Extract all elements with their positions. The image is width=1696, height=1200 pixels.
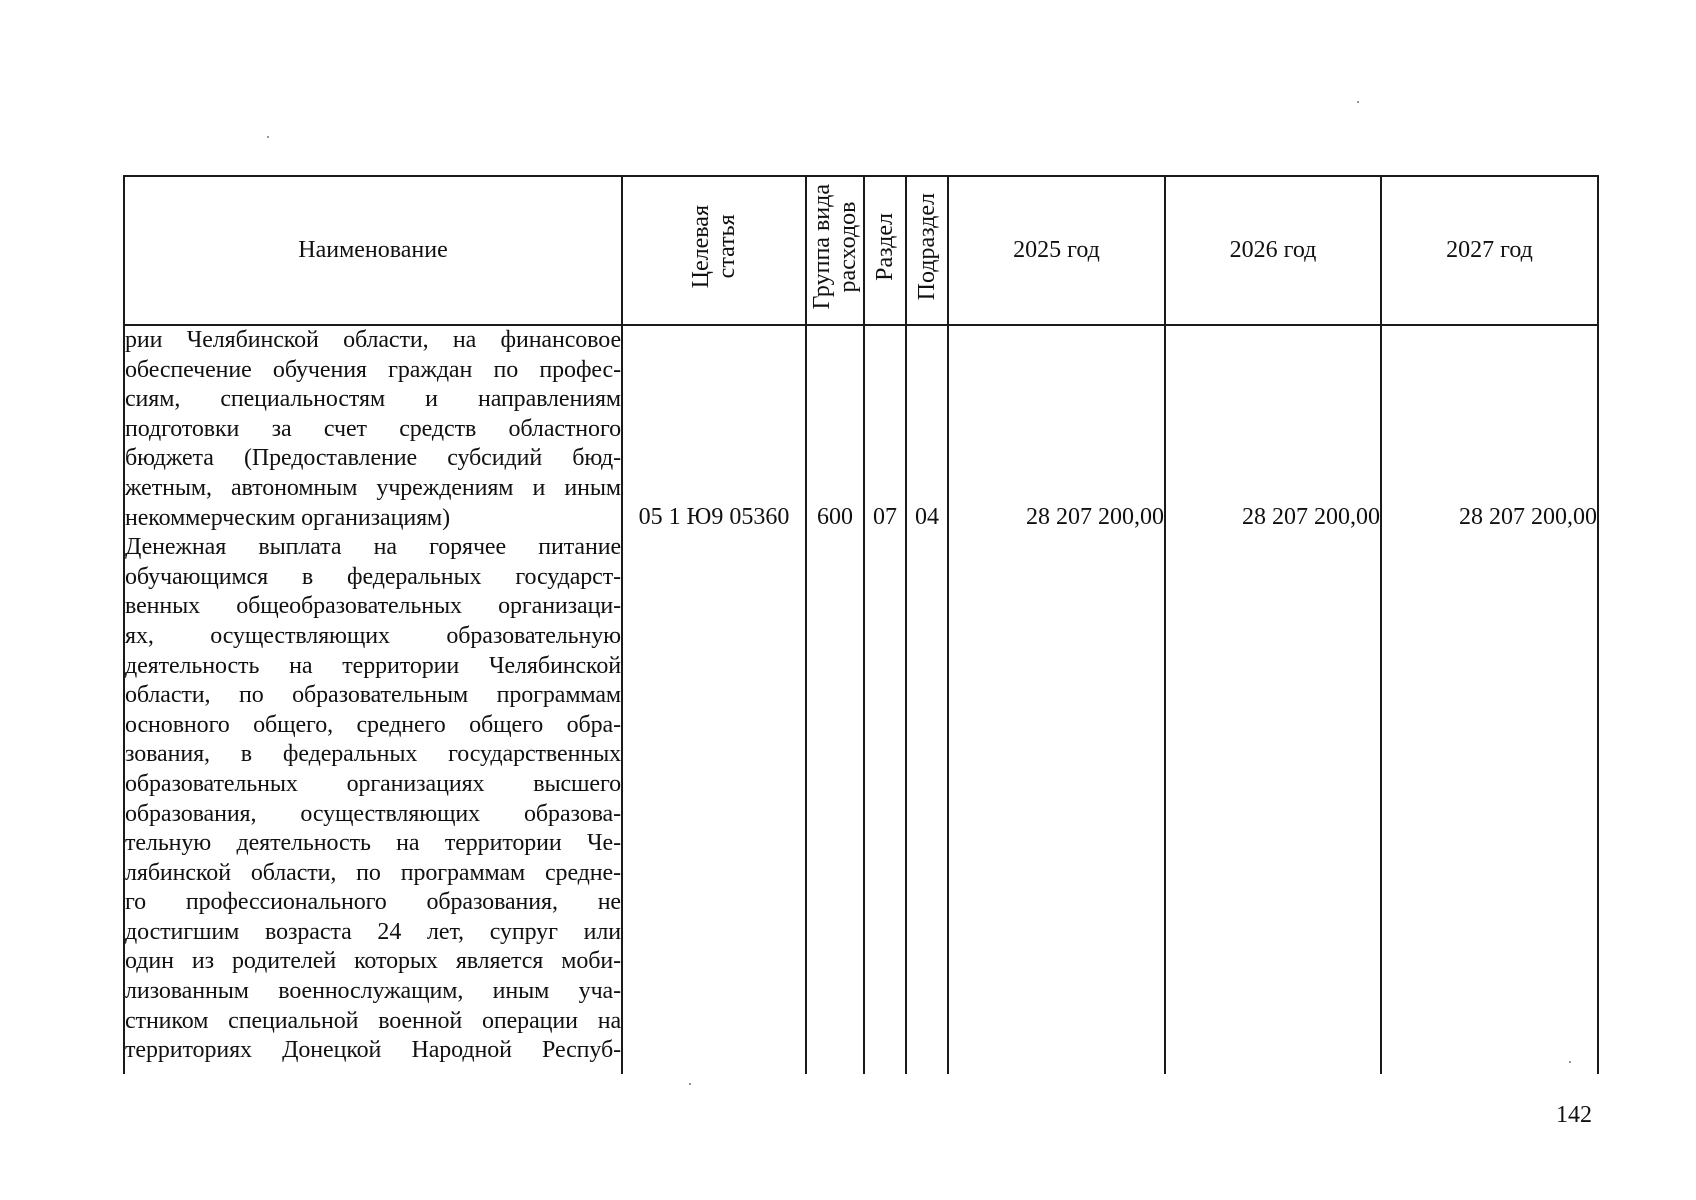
header-expense-group — [806, 176, 864, 325]
budget-table — [123, 175, 1599, 1074]
row-amount-2026-cell — [1165, 325, 1381, 1074]
row-name-line: образовательных организациях высшего — [125, 770, 621, 797]
row-name-line: стником специальной военной операции на — [125, 1007, 621, 1034]
row-subsection-cell — [906, 325, 948, 1074]
row-name-line: жетным, автономным учреждениям и иным — [125, 474, 621, 501]
row-name-line: основного общего, среднего общего обра- — [125, 711, 621, 738]
row-name-line: го профессионального образования, не — [125, 889, 621, 916]
header-expense-group-line2: расходов — [835, 201, 861, 293]
row-name-line: некоммерческим организациям) — [125, 504, 450, 531]
header-section: Раздел — [864, 176, 906, 325]
row-name-line: ях, осуществляющих образовательную — [125, 622, 621, 649]
row-amount-2027: 28 207 200,00 — [1459, 504, 1597, 530]
scan-speck — [1569, 1061, 1571, 1063]
row-name-line: территориях Донецкой Народной Респуб- — [125, 1037, 621, 1064]
row-expense-group-cell — [806, 325, 864, 1074]
row-name-line: достигшим возраста 24 лет, супруг или — [125, 918, 621, 945]
row-name-line: подготовки за счет средств областного — [125, 415, 621, 442]
header-expense-group-line1: Группа вида — [809, 184, 835, 310]
row-name-line: венных общеобразовательных организаци- — [125, 593, 621, 620]
page-number: 142 — [1556, 1102, 1592, 1128]
row-target-item-cell — [622, 325, 806, 1074]
row-name-line: лябинской области, по программам средне- — [125, 859, 621, 886]
table-row — [124, 325, 1598, 1074]
row-name-line: образования, осуществляющих образова- — [125, 800, 621, 827]
row-amount-2026: 28 207 200,00 — [1242, 504, 1380, 530]
row-name-line: зования, в федеральных государственных — [125, 741, 621, 768]
header-target-item-line1: Целевая — [688, 205, 714, 289]
row-name-line: бюджета (Предоставление субсидий бюд- — [125, 445, 621, 472]
row-amount-2025: 28 207 200,00 — [1026, 504, 1164, 530]
header-year-2027: 2027 год — [1381, 176, 1598, 325]
header-subsection: Подраздел — [906, 176, 948, 325]
row-name-line: лизованным военнослужащим, иным уча- — [125, 978, 621, 1005]
row-name-text — [125, 326, 621, 1066]
header-year-2025: 2025 год — [948, 176, 1165, 325]
row-name-line: тельную деятельность на территории Че- — [125, 830, 621, 857]
scan-speck — [267, 136, 269, 138]
scan-speck — [1357, 101, 1359, 103]
row-subsection: 04 — [915, 504, 939, 530]
row-amount-2027-cell — [1381, 325, 1598, 1074]
header-name: Наименование — [124, 176, 622, 325]
row-name-cell — [124, 325, 622, 1074]
header-target-item — [622, 176, 806, 325]
row-section: 07 — [873, 504, 897, 530]
row-section-cell — [864, 325, 906, 1074]
row-name-line: обеспечение обучения граждан по профес- — [125, 356, 621, 383]
row-amount-2025-cell — [948, 325, 1165, 1074]
row-name-line: области, по образовательным программам — [125, 682, 621, 709]
row-name-line: деятельность на территории Челябинской — [125, 652, 621, 679]
table-header-row — [124, 176, 1598, 325]
row-name-line: сиям, специальностям и направлениям — [125, 386, 621, 413]
row-name-line: обучающимся в федеральных государст- — [125, 563, 621, 590]
row-name-line: рии Челябинской области, на финансовое — [125, 327, 621, 353]
row-name-line: один из родителей которых является моби- — [125, 948, 621, 975]
row-expense-group: 600 — [817, 504, 853, 530]
row-name-line: Денежная выплата на горячее питание — [125, 534, 621, 561]
row-target-item: 05 1 Ю9 05360 — [638, 504, 790, 530]
header-target-item-line2: статья — [714, 215, 740, 279]
scan-speck — [689, 1083, 691, 1085]
header-year-2026: 2026 год — [1165, 176, 1381, 325]
